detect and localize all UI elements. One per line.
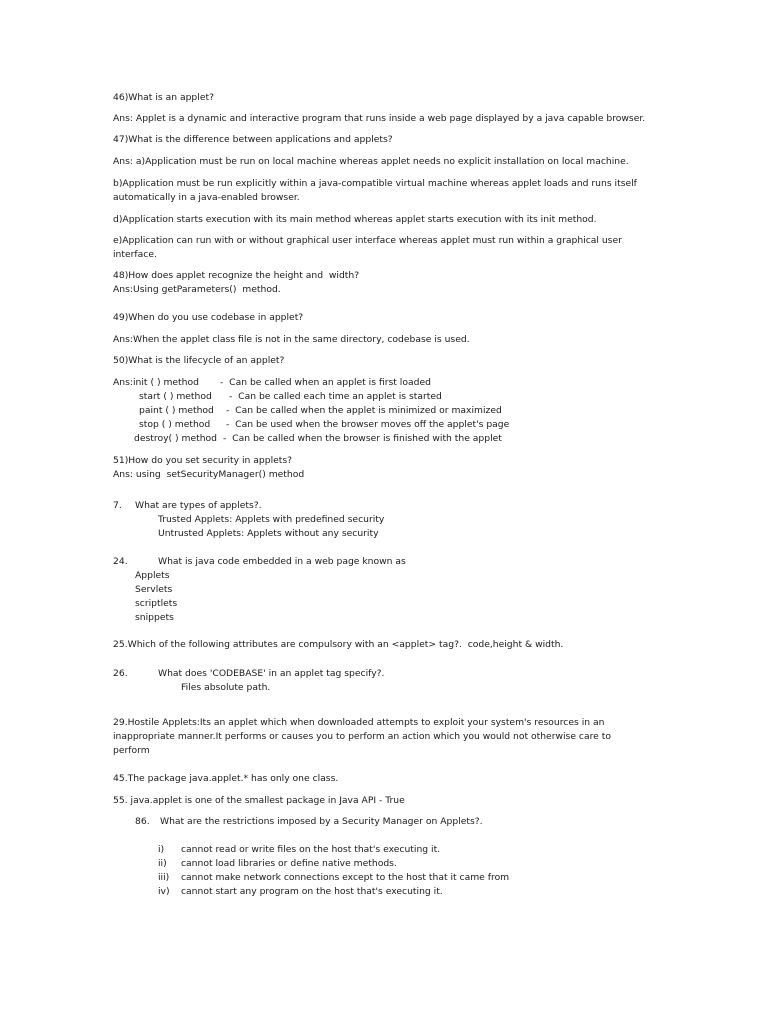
q24-option: scriptlets [135,598,178,609]
q86-item-label: ii) [158,858,167,869]
q47-answer-d: d)Application starts execution with its main method whereas applet starts execution with its init method. [113,214,597,225]
q86-item-text: cannot make network connections except to the host that it came from [181,872,510,883]
lifecycle-desc: - Can be used when the browser moves off the applet's page [226,419,510,430]
q86-item-text: cannot start any program on the host that's executing it. [181,886,443,897]
q48-question: 48)How does applet recognize the height and width? [113,270,360,281]
lifecycle-method: stop ( ) method [139,419,211,430]
q46-question: 46)What is an applet? [113,92,214,103]
lifecycle-method: destroy( ) method [134,433,217,444]
q50-question: 50)What is the lifecycle of an applet? [113,355,285,366]
q86-item-text: cannot load libraries or define native methods. [181,858,397,869]
q24-option: Applets [135,570,170,581]
q51-answer: Ans: using setSecurityManager() method [113,469,305,480]
q49-question: 49)When do you use codebase in applet? [113,312,304,323]
q47-answer-a: Ans: a)Application must be run on local machine whereas applet needs no explicit installation on local machine. [113,156,629,167]
q24-option: snippets [135,612,174,623]
q49-answer: Ans:When the applet class file is not in the same directory, codebase is used. [113,334,470,345]
q86-number: 86. [135,816,150,827]
lifecycle-desc: - Can be called each time an applet is started [229,391,442,402]
q24-option: Servlets [135,584,173,595]
q26-answer: Files absolute path. [181,682,271,693]
q46-answer: Ans: Applet is a dynamic and interactive program that runs inside a web page displayed by a java capable browser. [113,113,646,124]
lifecycle-method: Ans:init ( ) method [113,377,199,388]
q7-question: What are types of applets?. [135,500,262,511]
q86-item-label: iv) [158,886,170,897]
q86-item-label: iii) [158,872,170,883]
q86-question: What are the restrictions imposed by a Security Manager on Applets?. [160,816,483,827]
q29-text: 29.Hostile Applets:Its an applet which when downloaded attempts to exploit your system's resources in an inappropriate manner.It performs or causes you to perform an action which you would not otherwise care to perform [113,717,611,756]
q7-item: Trusted Applets: Applets with predefined security [158,514,385,525]
q7-number: 7. [113,500,122,511]
q25-text: 25.Which of the following attributes are compulsory with an <applet> tag?. code,height & width. [113,639,564,650]
lifecycle-desc: - Can be called when the browser is finished with the applet [223,433,502,444]
q86-item-text: cannot read or write files on the host that's executing it. [181,844,441,855]
lifecycle-method: start ( ) method [139,391,212,402]
q51-question: 51)How do you set security in applets? [113,455,293,466]
q26-question: What does 'CODEBASE' in an applet tag specify?. [158,668,385,679]
q7-item: Untrusted Applets: Applets without any security [158,528,379,539]
lifecycle-desc: - Can be called when the applet is minimized or maximized [226,405,502,416]
q47-answer-b: b)Application must be run explicitly within a java-compatible virtual machine whereas applet loads and runs itself automatically in a java-enabled browser. [113,178,637,203]
q26-number: 26. [113,668,128,679]
lifecycle-method: paint ( ) method [139,405,214,416]
q86-item-label: i) [158,844,165,855]
q47-question: 47)What is the difference between applications and applets? [113,134,393,145]
q55-text: 55. java.applet is one of the smallest package in Java API - True [113,795,405,806]
lifecycle-desc: - Can be called when an applet is first loaded [220,377,431,388]
q48-answer: Ans:Using getParameters() method. [113,284,281,295]
q47-answer-e: e)Application can run with or without graphical user interface whereas applet must run within a graphical user interface. [113,235,622,260]
q24-question: What is java code embedded in a web page known as [158,556,406,567]
q24-number: 24. [113,556,128,567]
q45-text: 45.The package java.applet.* has only one class. [113,773,339,784]
